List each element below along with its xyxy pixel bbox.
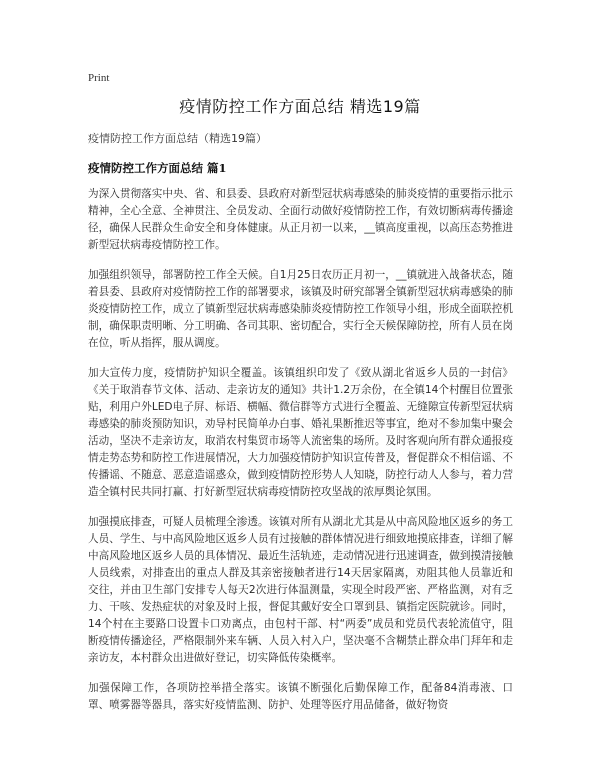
print-label[interactable]: Print — [88, 72, 110, 84]
paragraph: 加强组织领导，部署防控工作全天候。自1月25日农历正月初一，__镇就进入战备状态，随着县委、县政府对疫情防控工作的部署要求，该镇及时研究部署全镇新型冠状病毒感染的肺炎疫情防控工作，成立了镇新型冠状病毒感染肺炎疫情防控工作领导小组，形成全面联控机制，确保职责明晰、分工明确、各司其职、密切配合，实行全天候保障防控，所有人员在岗在位，听从指挥，服从调度。 — [88, 269, 513, 349]
document-subtitle: 疫情防控工作方面总结（精选19篇） — [88, 132, 267, 145]
paragraph: 加强保障工作，各项防控举措全落实。该镇不断强化后勤保障工作，配备84消毒液、口罩、喷雾器等器具，落实好疫情监测、防护、处理等医疗用品储备，做好物资 — [88, 682, 513, 711]
document-title: 疫情防控工作方面总结 精选19篇 — [179, 97, 421, 116]
paragraph: 为深入贯彻落实中央、省、和县委、县政府对新型冠状病毒感染的肺炎疫情的重要指示批示精神，全心全意、全神贯注、全员发动、全面行动做好疫情防控工作，有效切断病毒传播途径，确保人民群众生命安全和身体健康。从正月初一以来，__镇高度重视，以高压态势推进新型冠状病毒疫情防控工作。 — [88, 188, 513, 251]
paragraph: 加强摸底排查，可疑人员梳理全渗透。该镇对所有从湖北尤其是从中高风险地区返乡的务工人员、学生、与中高风险地区返乡人员有过接触的群体情况进行细致地摸底排查，详细了解中高风险地区返乡人员的具体情况、最近生活轨迹，走动情况进行迅速调查，做到摸清接触人员线索，对排查出的重点人群及其亲密接触者进行14天居家隔离，劝阻其他人员靠近和交往，并由卫生部门安排专人每天2次进行体温测量，实现全时段严密、严格监测，对有乏力、干咳、发热症状的对象及时上报，督促其戴好安全口罩到县、镇指定医院就诊。同时，14个村在主要路口设置卡口劝离点，由包村干部、村“两委”成员和党员代表轮流值守，阻断疫情传播途径，严格限制外来车辆、人员入村入户，坚决毫不含糊禁止群众串门拜年和走亲访友，本村群众出进做好登记，切实降低传染概率。 — [88, 516, 513, 664]
section-heading: 疫情防控工作方面总结 篇1 — [88, 161, 227, 175]
paragraph: 加大宣传力度，疫情防护知识全覆盖。该镇组织印发了《致从湖北省返乡人员的一封信》《关于取消春节文体、活动、走亲访友的通知》共计1.2万余份，在全镇14个村醒目位置张贴，利用户外LED电子屏、标语、横幅、微信群等方式进行全覆盖、无缝隙宣传新型冠状病毒感染的肺炎预防知识，劝导村民简单办白事、婚礼果断推迟等事宜，绝对不参加集中聚会活动，坚决不走亲访友，取消农村集贸市场等人流密集的场所。及时客观向所有群众通报疫情走势态势和防控工作进展情况，大力加强疫情防护知识宣传普及，督促群众不相信谣、不传播谣、不随意、恶意造谣惑众，做到疫情防控形势人人知晓，防控行动人人参与，着力营造全镇村民共同打赢、打好新型冠状病毒疫情防控攻坚战的浓厚舆论氛围。 — [88, 367, 513, 498]
document-body — [88, 186, 513, 727]
